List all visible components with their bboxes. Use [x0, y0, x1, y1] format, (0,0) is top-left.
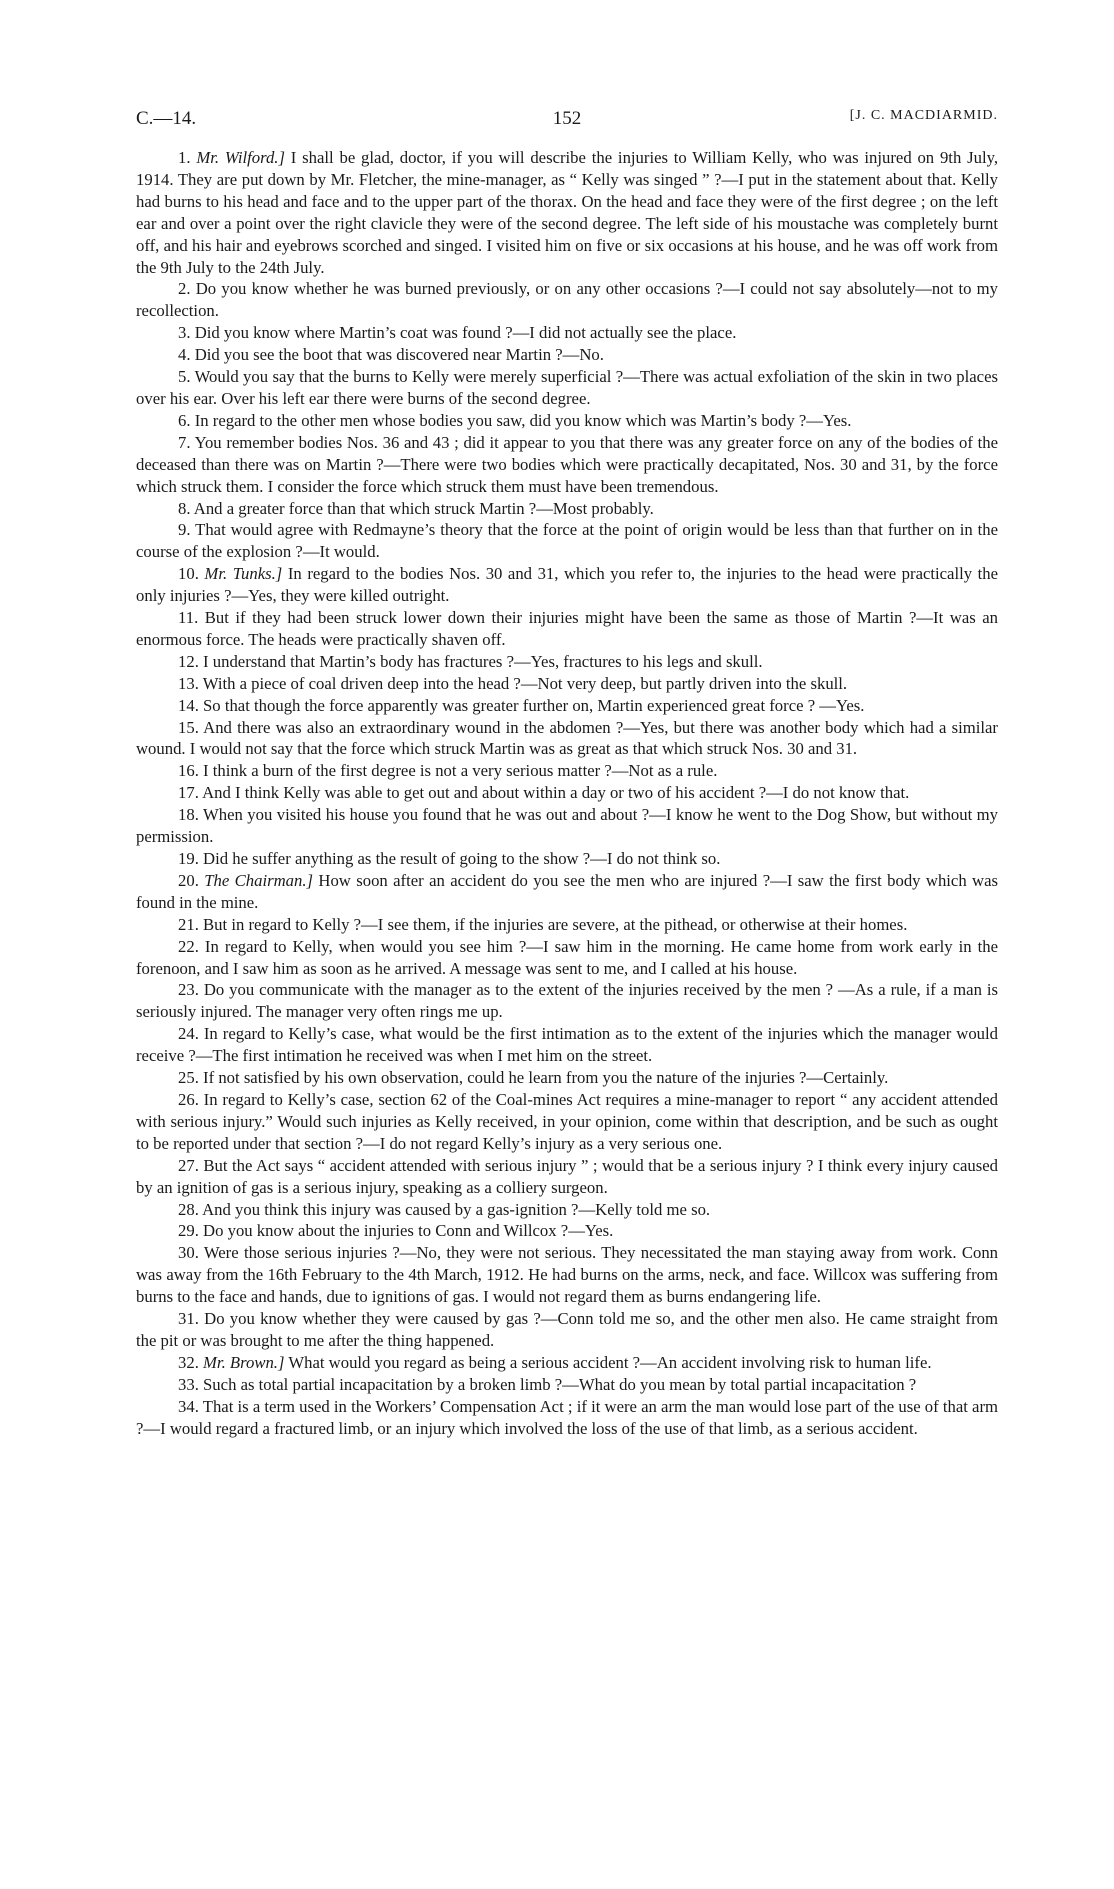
question-text: When you visited his house you found that he was out and about ?—I know he went to the Dog Show, but without my permission.	[136, 805, 999, 847]
question-text: And a greater force than that which struck Martin ?—Most probably.	[193, 498, 654, 518]
question-paragraph	[136, 1220, 998, 1242]
question-number: 12.	[178, 651, 199, 671]
question-text: That is a term used in the Workers’ Compensation Act ; if it were an arm the man would lose part of the use of that arm ?—I would regard a fractured limb, or an injury which involved the loss of the use of that limb, as a serious accident.	[136, 1396, 998, 1438]
question-text: Do you communicate with the manager as to the extent of the injuries received by the men ? —As a rule, if a man is seriously injured. The manager very often rings me up.	[136, 980, 999, 1022]
question-text: Did you know where Martin’s coat was found ?—I did not actually see the place.	[194, 323, 737, 343]
question-number: 29.	[178, 1221, 199, 1241]
question-text: Do you know whether they were caused by gas ?—Conn told me so, and the other men also. He came straight from the pit or was brought to me after the thing happened.	[136, 1309, 998, 1350]
question-text: How soon after an accident do you see the men who are injured ?—I saw the first body which was found in the mine.	[136, 870, 999, 912]
question-text: I shall be glad, doctor, if you will describe the injuries to William Kelly, who was injured on 9th July, 1914. They are put down by Mr. Fletcher, the mine-manager, as “ Kelly was singed ” ?—I put in the statement about that. Kelly had burns to his head and face and to the upper part of the thorax. On the head and face they were of the first degree ; on the left ear and over a point over the right clavicle they were of the second degree. The left side of his moustache was completely burnt off, and his hair and eyebrows scorched and singed. I visited him on five or six occasions at his house, and he was off work from the 9th July to the 24th July.	[136, 148, 999, 277]
question-paragraph	[136, 322, 998, 344]
question-number: 6.	[178, 410, 191, 430]
question-text: In regard to Kelly’s case, what would be the first intimation as to the extent of the injuries which the manager would receive ?—The first intimation he received was when I met him on the street.	[136, 1024, 999, 1066]
question-paragraph	[136, 278, 998, 322]
question-paragraph	[136, 782, 998, 804]
question-text: If not satisfied by his own observation, could he learn from you the nature of the injuries ?—Certainly.	[203, 1068, 889, 1088]
question-text: But if they had been struck lower down their injuries might have been the same as those of Martin ?—It was an enormous force. The heads were practically shaven off.	[136, 608, 998, 649]
question-paragraph	[136, 1199, 998, 1221]
question-text: That would agree with Redmayne’s theory that the force at the point of origin would be less than that further on in the course of the explosion ?—It would.	[136, 520, 998, 562]
question-paragraph	[136, 1067, 998, 1089]
question-text: Were those serious injuries ?—No, they were not serious. They necessitated the man staying away from work. Conn was away from the 16th February to the 4th March, 1912. He had burns on the arms, neck, and face. Willcox was suffering from burns to the face and hands, due to ignitions of gas. I would not regard them as burns endangering life.	[136, 1243, 999, 1307]
question-text: And there was also an extraordinary wound in the abdomen ?—Yes, but there was another body which had a similar wound. I would not say that the force which struck Martin was as great as that which struck Nos. 30 and 31.	[136, 717, 998, 759]
question-text: Did you see the boot that was discovered near Martin ?—No.	[194, 345, 604, 365]
question-number: 28.	[178, 1199, 199, 1219]
question-number: 8.	[178, 498, 191, 518]
question-paragraph	[136, 147, 998, 278]
question-text: Would you say that the burns to Kelly were merely superficial ?—There was actual exfoliation of the skin in two places over his ear. Over his left ear there were burns of the second degree.	[136, 367, 998, 408]
question-number: 31.	[178, 1309, 199, 1329]
question-number: 34.	[178, 1396, 199, 1416]
question-text: Did he suffer anything as the result of going to the show ?—I do not think so.	[203, 849, 721, 868]
question-paragraph	[136, 870, 998, 914]
page-number: 152	[552, 108, 582, 129]
question-paragraph	[136, 1352, 998, 1374]
question-number: 22.	[178, 936, 199, 956]
question-paragraph	[136, 936, 998, 980]
question-number: 26.	[178, 1089, 199, 1109]
question-number: 19.	[178, 849, 199, 868]
question-number: 2.	[178, 279, 191, 299]
question-paragraph	[136, 848, 998, 870]
question-number: 16.	[178, 761, 199, 781]
question-text: With a piece of coal driven deep into the head ?—Not very deep, but partly driven into the skull.	[202, 673, 848, 693]
question-paragraph	[136, 344, 998, 366]
question-text: I think a burn of the first degree is not a very serious matter ?—Not as a rule.	[203, 761, 718, 781]
question-paragraph	[136, 695, 998, 717]
question-paragraph	[136, 1089, 998, 1155]
question-number: 30.	[178, 1243, 199, 1263]
question-number: 1.	[178, 148, 191, 167]
question-number: 18.	[178, 805, 199, 825]
question-text: What would you regard as being a serious accident ?—An accident involving risk to human life.	[288, 1352, 932, 1372]
question-text: In regard to Kelly, when would you see him ?—I saw him in the morning. He came home from work early in the forenoon, and I saw him as soon as he arrived. A message was sent to me, and I called at his house.	[136, 936, 999, 978]
question-number: 13.	[178, 673, 199, 693]
speaker-label: Mr. Tunks.]	[204, 564, 283, 584]
question-text: In regard to the other men whose bodies you saw, did you know which was Martin’s body ?—Yes.	[194, 410, 852, 430]
speaker-label: Mr. Wilford.]	[196, 148, 285, 167]
question-text: But the Act says “ accident attended with serious injury ” ; would that be a serious injury ? I think every injury caused by an ignition of gas is a serious injury, speaking as a colliery surgeon.	[136, 1155, 999, 1197]
question-number: 20.	[178, 870, 199, 890]
question-paragraph	[136, 563, 998, 607]
question-paragraph	[136, 979, 998, 1023]
question-paragraph	[136, 651, 998, 673]
question-number: 14.	[178, 695, 199, 715]
question-text: In regard to the bodies Nos. 30 and 31, which you refer to, the injuries to the head were practically the only injuries ?—Yes, they were killed outright.	[136, 564, 999, 606]
question-paragraph	[136, 1396, 998, 1440]
question-paragraph	[136, 914, 998, 936]
question-paragraph	[136, 498, 998, 520]
page-header	[136, 108, 998, 132]
question-text: In regard to Kelly’s case, section 62 of the Coal-mines Act requires a mine-manager to report “ any accident attended with serious injury.” Would such injuries as Kelly received, in your opinion, come within that description, and be such as ought to be reported under that section ?—I do not regard Kelly’s injury as a very serious one.	[136, 1089, 998, 1153]
question-paragraph	[136, 607, 998, 651]
question-number: 9.	[178, 520, 191, 540]
question-text: You remember bodies Nos. 36 and 43 ; did it appear to you that there was any greater force on any of the bodies of the deceased than there was on Martin ?—There were two bodies which were practically decapitated, Nos. 30 and 31, by the force which struck them. I consider the force which struck them must have been tremendous.	[136, 432, 998, 496]
question-number: 33.	[178, 1374, 199, 1394]
question-number: 32.	[178, 1352, 199, 1372]
question-paragraph	[136, 1023, 998, 1067]
question-text: Do you know whether he was burned previously, or on any other occasions ?—I could not say absolutely—not to my recollection.	[136, 279, 998, 321]
speaker-label: The Chairman.]	[204, 870, 314, 890]
document-code: C.—14.	[136, 108, 197, 129]
question-paragraph	[136, 717, 998, 761]
question-paragraph	[136, 519, 998, 563]
question-paragraph	[136, 1155, 998, 1199]
question-text: And I think Kelly was able to get out and about within a day or two of his accident ?—I do not know that.	[202, 783, 910, 803]
question-number: 4.	[178, 345, 191, 365]
question-number: 3.	[178, 323, 191, 343]
testimony-body	[136, 147, 998, 1439]
question-paragraph	[136, 1242, 998, 1308]
question-number: 11.	[178, 608, 199, 628]
question-paragraph	[136, 410, 998, 432]
question-paragraph	[136, 804, 998, 848]
question-number: 25.	[178, 1068, 199, 1088]
question-number: 17.	[178, 783, 199, 803]
question-text: I understand that Martin’s body has fractures ?—Yes, fractures to his legs and skull.	[203, 651, 763, 671]
question-text: Do you know about the injuries to Conn and Willcox ?—Yes.	[203, 1221, 614, 1241]
witness-name: [J. C. MACDIARMID.	[849, 108, 998, 123]
speaker-label: Mr. Brown.]	[203, 1352, 285, 1372]
question-paragraph	[136, 1308, 998, 1352]
question-paragraph	[136, 760, 998, 782]
question-number: 21.	[178, 914, 199, 934]
question-text: So that though the force apparently was greater further on, Martin experienced great force ? —Yes.	[203, 695, 865, 715]
question-paragraph	[136, 673, 998, 695]
question-text: Such as total partial incapacitation by a broken limb ?—What do you mean by total partial incapacitation ?	[203, 1374, 917, 1394]
question-text: But in regard to Kelly ?—I see them, if the injuries are severe, at the pithead, or otherwise at their homes.	[203, 914, 908, 934]
question-number: 23.	[178, 980, 199, 1000]
question-number: 5.	[178, 367, 191, 387]
question-number: 24.	[178, 1024, 199, 1044]
question-number: 10.	[178, 564, 199, 584]
question-number: 7.	[178, 432, 191, 452]
question-paragraph	[136, 1374, 998, 1396]
question-number: 27.	[178, 1155, 199, 1175]
question-text: And you think this injury was caused by a gas-ignition ?—Kelly told me so.	[202, 1199, 711, 1219]
question-paragraph	[136, 366, 998, 410]
question-number: 15.	[178, 717, 199, 737]
question-paragraph	[136, 432, 998, 498]
